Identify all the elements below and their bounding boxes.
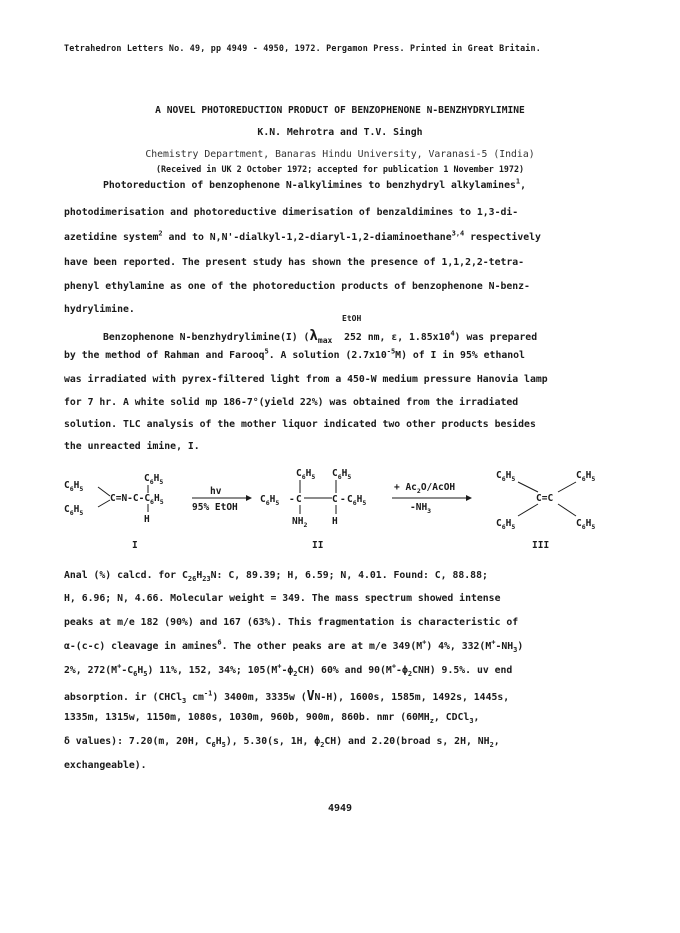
para3-line3: peaks at m/e 182 (90%) and 167 (63%). This fragmentation is characteristic of [64,617,519,628]
scheme-dash-1: - [289,494,295,505]
scheme-ph-II-2: $C_6H_5$ [332,468,352,481]
received-line: (Received in UK 2 October 1972; accepted for publication 1 November 1972) [155,164,525,174]
journal-header: Tetrahedron Letters No. 49, pp 4949 - 4950, 1972. Pergamon Press. Printed in Great Britain. [64,43,542,53]
scheme-imine-core: $C=N-C-C_6H_5$ [110,493,164,506]
scheme-ph-III-2: $C_6H_5$ [576,470,596,483]
para2-line3: was irradiated with pyrex-filtered light from a 450-W medium pressure Hanovia lamp [64,374,548,385]
scheme-dash-2: - [340,494,346,505]
compound-II [260,468,366,551]
label-II: II [312,540,324,551]
arrow2-bottom: $-NH_3$ [410,502,432,515]
arrow1-bottom: 95% EtOH [192,502,238,513]
article-title: A NOVEL PHOTOREDUCTION PRODUCT OF BENZOPHENONE N-BENZHYDRYLIMINE [155,105,525,116]
affiliation: Chemistry Department, Banaras Hindu University, Varanasi-5 (India) [145,149,535,160]
para1-line6: hydrylimine. [64,304,135,315]
para3-line4: α-(c-c) cleavage in amines$^6$. The other peaks are at m/e 349(M+) 4%, $332(M^+-NH_3)$ [64,638,524,654]
arrow1-top: hv [210,486,222,497]
scheme-ph-II-right: $C_6H_5$ [347,494,367,507]
para1-line4: have been reported. The present study has shown the presence of 1,1,2,2-tetra- [64,257,525,268]
scheme-c-II-2: C [332,494,338,505]
arrow2-top: + $Ac_2O$/AcOH [394,482,456,495]
scheme-ph-III-4: $C_6H_5$ [576,518,596,531]
authors: K.N. Mehrotra and T.V. Singh [257,127,423,138]
scheme-ph-2: $C_6H_5$ [64,504,84,517]
compound-I [64,473,164,551]
arrow-2 [392,482,472,515]
para3-line8: δ values): 7.20(m, 20H, $C_6H_5$), 5.30(s, 1H, $\phi_2CH$) and 2.20(broad s, 2H, $NH_2$, [64,736,500,749]
scheme-ph-II-1: $C_6H_5$ [296,468,316,481]
page-number: 4949 [327,803,353,814]
para1-line5: phenyl ethylamine as one of the photoreduction products of benzophenone N-benz- [64,281,530,292]
scheme-c-II-1: C [296,494,302,505]
para1-line1: Photoreduction of benzophenone N-alkylimines to benzhydryl alkylamines$^1$, [103,177,527,191]
para2-line1: Benzophenone N-benzhydrylimine(I) ($\lambda_{max}$ 252 nm, ε, $1.85x10^4$) was prepared [103,328,538,345]
para2-line6: the unreacted imine, I. [64,441,200,452]
scheme-ph-II-left: $C_6H_5$ [260,494,280,507]
reaction-scheme [48,456,628,552]
scheme-ph-top: $C_6H_5$ [144,473,164,486]
label-III: III [532,540,550,551]
para2-line2: by the method of Rahman and Farooq$^5$. A solution $(2.7x10^{-5}M)$ of I in 95% ethanol [64,347,525,361]
para2-line5: solution. TLC analysis of the mother liquor indicated two other products besides [64,419,536,430]
scheme-ph-III-3: $C_6H_5$ [496,518,516,531]
para3-line7: 1335m, 1315w, 1150m, 1080s, 1030m, 960b, 900m, 860b. nmr ($60MH_z$, CDCl$_3$, [64,712,480,725]
etoh-superscript: EtOH [342,314,362,323]
para3-line5: 2%, $272(M^+-C_6H_5)$ 11%, 152, 34%; $105(M^+-\phi_2CH)$ 60% and $90(M^+-\phi_2CNH)$ 9.5%. uv end [64,662,513,678]
compound-III [496,470,595,551]
scheme-ph-III-1: $C_6H_5$ [496,470,516,483]
para1-line3: azetidine system$^2$ and to N,N'-dialkyl-1,2-diaryl-1,2-diaminoethane$^{3,4}$ respectively [64,229,541,243]
para1-line2: photodimerisation and photoreductive dimerisation of benzaldimines to 1,3-di- [64,207,519,218]
label-I: I [132,540,138,551]
scheme-alkene: C=C [536,493,554,504]
para3-line6: absorption. ir (CHCl$_3$ $cm^{-1}$) 3400m, 3335w (VN-H), 1600s, 1585m, 1492s, 1445s, [64,689,510,705]
para3-line9: exchangeable). [64,760,147,771]
arrow-1 [192,486,252,513]
para3-line1: Anal (%) calcd. for $C_{26}H_{23}N$: C, 89.39; H, 6.59; N, 4.01. Found: C, 88.88; [64,570,488,583]
scheme-nh2: $NH_2$ [292,516,308,529]
scheme-ph-1: $C_6H_5$ [64,480,84,493]
scheme-h-I: H [144,514,150,525]
para3-line2: H, 6.96; N, 4.66. Molecular weight = 349. The mass spectrum showed intense [64,593,501,604]
para2-line4: for 7 hr. A white solid mp 186-7°(yield 22%) was obtained from the irradiated [64,397,519,408]
scheme-h-II: H [332,516,338,527]
